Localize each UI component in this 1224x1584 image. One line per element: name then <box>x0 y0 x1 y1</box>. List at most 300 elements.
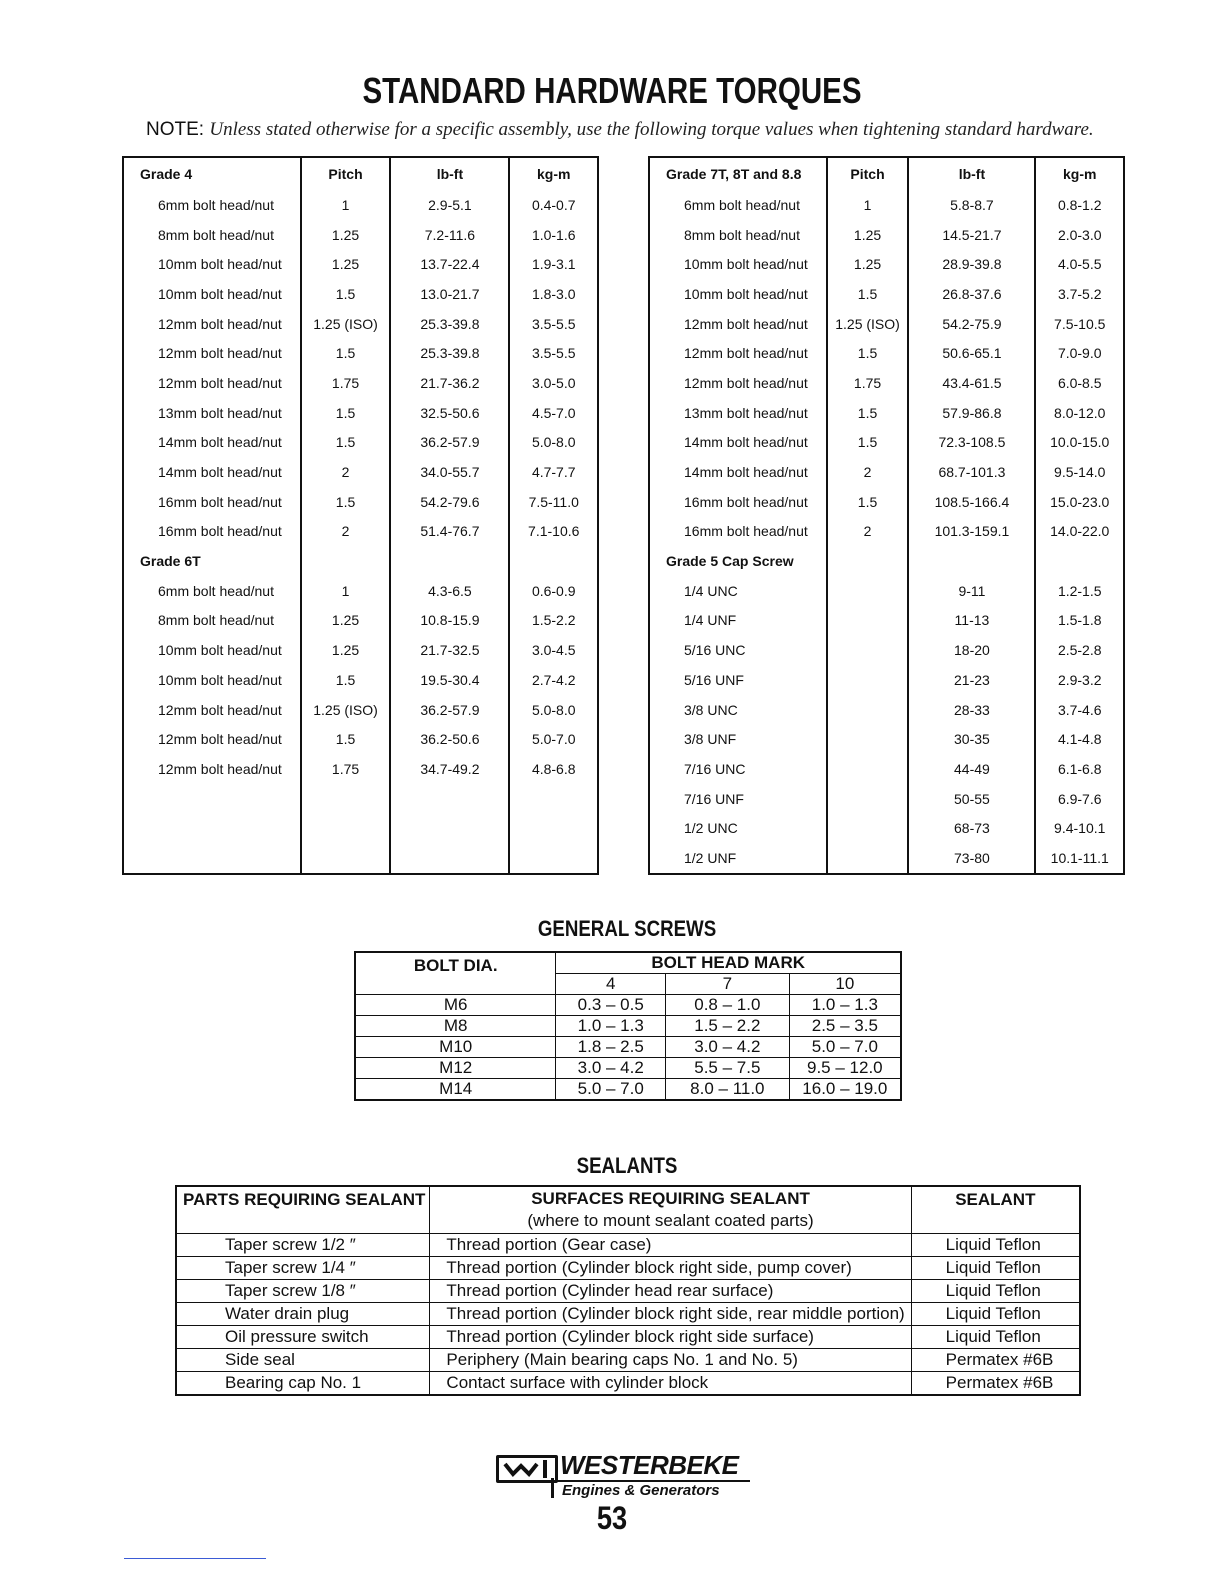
right-pitch-header: Pitch <box>827 157 909 190</box>
gs-cell-dia: M14 <box>355 1079 556 1101</box>
left-empty-cell <box>123 843 301 874</box>
left-cell-lbft: 34.0-55.7 <box>390 457 509 487</box>
logo-tagline: Engines & Generators <box>562 1482 720 1499</box>
left-cell-desc: 12mm bolt head/nut <box>123 309 301 339</box>
right-row <box>649 309 1124 339</box>
right-row <box>649 279 1124 309</box>
sealant-row <box>176 1303 1080 1326</box>
left-empty-cell <box>390 546 509 576</box>
left-cell-kgm: 4.7-7.7 <box>509 457 598 487</box>
left-lbft-header: lb-ft <box>390 157 509 190</box>
right-cell-lbft: 28.9-39.8 <box>908 249 1035 279</box>
left-cell-desc: 14mm bolt head/nut <box>123 457 301 487</box>
left-cell-pitch: 1.5 <box>301 487 391 517</box>
right-cell-pitch <box>827 754 909 784</box>
right-cell-pitch <box>827 606 909 636</box>
left-cell-desc: 10mm bolt head/nut <box>123 665 301 695</box>
general-screws-row <box>355 1079 901 1101</box>
left-empty-cell <box>123 784 301 814</box>
right-cell-kgm: 7.0-9.0 <box>1035 338 1124 368</box>
general-screws-title: GENERAL SCREWS <box>537 916 717 941</box>
right-cell-pitch <box>827 665 909 695</box>
note <box>146 119 1146 141</box>
gs-cell-v4: 5.0 – 7.0 <box>556 1079 666 1101</box>
right-cell-kgm: 4.1-4.8 <box>1035 724 1124 754</box>
left-row <box>123 576 598 606</box>
right-cell-pitch: 1.5 <box>827 428 909 458</box>
left-row <box>123 190 598 220</box>
left-cell-lbft: 36.2-57.9 <box>390 695 509 725</box>
right-cell-lbft: 5.8-8.7 <box>908 190 1035 220</box>
right-row <box>649 813 1124 843</box>
logo-w-mark <box>496 1455 558 1483</box>
left-cell-desc: 16mm bolt head/nut <box>123 517 301 547</box>
right-cell-pitch <box>827 813 909 843</box>
right-cell-lbft: 72.3-108.5 <box>908 428 1035 458</box>
right-cell-pitch <box>827 635 909 665</box>
right-row <box>649 784 1124 814</box>
left-cell-pitch: 2 <box>301 517 391 547</box>
right-cell-kgm: 0.8-1.2 <box>1035 190 1124 220</box>
left-cell-pitch: 1.5 <box>301 338 391 368</box>
left-empty-row <box>123 784 598 814</box>
left-cell-kgm: 3.5-5.5 <box>509 338 598 368</box>
gs-cell-v10: 1.0 – 1.3 <box>789 995 901 1016</box>
right-row <box>649 843 1124 874</box>
right-cell-kgm: 14.0-22.0 <box>1035 517 1124 547</box>
general-screws-row <box>355 1016 901 1037</box>
gs-cell-dia: M8 <box>355 1016 556 1037</box>
left-row <box>123 428 598 458</box>
left-cell-lbft: 4.3-6.5 <box>390 576 509 606</box>
left-cell-pitch: 1.25 <box>301 220 391 250</box>
right-cell-lbft: 50.6-65.1 <box>908 338 1035 368</box>
right-empty-cell <box>827 546 909 576</box>
right-row <box>649 368 1124 398</box>
right-cell-kgm: 1.2-1.5 <box>1035 576 1124 606</box>
right-cell-lbft: 68.7-101.3 <box>908 457 1035 487</box>
left-cell-desc: 6mm bolt head/nut <box>123 576 301 606</box>
gs-cell-v7: 8.0 – 11.0 <box>666 1079 790 1101</box>
sealant-row <box>176 1349 1080 1372</box>
right-cell-lbft: 28-33 <box>908 695 1035 725</box>
right-cell-kgm: 2.5-2.8 <box>1035 635 1124 665</box>
right-cell-kgm: 15.0-23.0 <box>1035 487 1124 517</box>
right-header-row <box>649 157 1124 190</box>
footer-line <box>124 1558 266 1559</box>
left-empty-row <box>123 843 598 874</box>
right-cell-desc: 1/4 UNF <box>649 606 827 636</box>
right-grade2-label: Grade 5 Cap Screw <box>649 546 827 576</box>
right-cell-pitch: 2 <box>827 457 909 487</box>
right-cell-kgm: 8.0-12.0 <box>1035 398 1124 428</box>
left-cell-lbft: 2.9-5.1 <box>390 190 509 220</box>
general-screws-table <box>354 951 902 1101</box>
gs-cell-dia: M6 <box>355 995 556 1016</box>
left-cell-lbft: 21.7-32.5 <box>390 635 509 665</box>
left-row <box>123 635 598 665</box>
right-cell-desc: 7/16 UNF <box>649 784 827 814</box>
right-cell-kgm: 4.0-5.5 <box>1035 249 1124 279</box>
left-cell-desc: 16mm bolt head/nut <box>123 487 301 517</box>
right-cell-desc: 16mm bolt head/nut <box>649 487 827 517</box>
gs-cell-v7: 0.8 – 1.0 <box>666 995 790 1016</box>
right-cell-lbft: 54.2-75.9 <box>908 309 1035 339</box>
left-pitch-header: Pitch <box>301 157 391 190</box>
right-row <box>649 249 1124 279</box>
right-cell-lbft: 21-23 <box>908 665 1035 695</box>
right-row <box>649 398 1124 428</box>
right-cell-kgm: 9.5-14.0 <box>1035 457 1124 487</box>
gs-cell-v4: 1.0 – 1.3 <box>556 1016 666 1037</box>
left-cell-pitch: 1 <box>301 190 391 220</box>
gs-cell-v7: 5.5 – 7.5 <box>666 1058 790 1079</box>
left-empty-cell <box>301 546 391 576</box>
left-cell-kgm: 1.8-3.0 <box>509 279 598 309</box>
left-cell-lbft: 54.2-79.6 <box>390 487 509 517</box>
left-cell-pitch: 2 <box>301 457 391 487</box>
right-cell-kgm: 10.1-11.1 <box>1035 843 1124 874</box>
left-cell-kgm: 5.0-8.0 <box>509 695 598 725</box>
right-cell-desc: 1/2 UNC <box>649 813 827 843</box>
page-title: STANDARD HARDWARE TORQUES <box>362 70 862 111</box>
left-cell-lbft: 7.2-11.6 <box>390 220 509 250</box>
right-cell-lbft: 73-80 <box>908 843 1035 874</box>
left-cell-desc: 8mm bolt head/nut <box>123 606 301 636</box>
right-lbft-header: lb-ft <box>908 157 1035 190</box>
left-row <box>123 487 598 517</box>
seal-cell-part: Oil pressure switch <box>176 1326 430 1349</box>
gs-cell-v7: 1.5 – 2.2 <box>666 1016 790 1037</box>
right-kgm-header: kg-m <box>1035 157 1124 190</box>
left-cell-kgm: 7.5-11.0 <box>509 487 598 517</box>
right-cell-kgm: 3.7-5.2 <box>1035 279 1124 309</box>
left-cell-pitch: 1.75 <box>301 368 391 398</box>
right-cell-lbft: 43.4-61.5 <box>908 368 1035 398</box>
left-empty-cell <box>390 784 509 814</box>
right-cell-kgm: 6.0-8.5 <box>1035 368 1124 398</box>
right-row <box>649 635 1124 665</box>
right-cell-desc: 10mm bolt head/nut <box>649 279 827 309</box>
left-empty-cell <box>509 843 598 874</box>
left-cell-kgm: 5.0-7.0 <box>509 724 598 754</box>
right-row <box>649 220 1124 250</box>
sealant-row <box>176 1280 1080 1303</box>
right-row <box>649 517 1124 547</box>
right-cell-kgm: 2.9-3.2 <box>1035 665 1124 695</box>
logo-bar <box>551 1478 554 1498</box>
note-text: Unless stated otherwise for a specific assembly, use the following torque values when tightening standard hardware. <box>209 119 1094 140</box>
surfaces-header-title: SURFACES REQUIRING SEALANT <box>531 1189 810 1208</box>
right-cell-pitch: 1.25 <box>827 220 909 250</box>
left-kgm-header: kg-m <box>509 157 598 190</box>
seal-cell-surface: Thread portion (Cylinder block right side, pump cover) <box>430 1257 911 1280</box>
right-cell-pitch: 1.5 <box>827 487 909 517</box>
sealant-row <box>176 1257 1080 1280</box>
right-cell-lbft: 26.8-37.6 <box>908 279 1035 309</box>
right-cell-lbft: 18-20 <box>908 635 1035 665</box>
left-grade2-label: Grade 6T <box>123 546 301 576</box>
bolt-dia-header: BOLT DIA. <box>355 952 556 995</box>
left-cell-pitch: 1 <box>301 576 391 606</box>
right-empty-cell <box>908 546 1035 576</box>
right-cell-kgm: 9.4-10.1 <box>1035 813 1124 843</box>
seal-cell-sealant: Permatex #6B <box>911 1372 1080 1396</box>
gs-cell-v4: 3.0 – 4.2 <box>556 1058 666 1079</box>
surfaces-header-sub: (where to mount sealant coated parts) <box>527 1211 814 1230</box>
left-empty-cell <box>301 813 391 843</box>
right-grade-row <box>649 546 1124 576</box>
left-empty-cell <box>301 843 391 874</box>
left-row <box>123 338 598 368</box>
left-cell-lbft: 36.2-50.6 <box>390 724 509 754</box>
left-cell-lbft: 51.4-76.7 <box>390 517 509 547</box>
gs-cell-v10: 5.0 – 7.0 <box>789 1037 901 1058</box>
right-cell-desc: 13mm bolt head/nut <box>649 398 827 428</box>
right-cell-pitch <box>827 724 909 754</box>
gs-cell-v4: 1.8 – 2.5 <box>556 1037 666 1058</box>
left-row <box>123 220 598 250</box>
mark-10: 10 <box>789 974 901 995</box>
right-cell-lbft: 108.5-166.4 <box>908 487 1035 517</box>
left-cell-pitch: 1.5 <box>301 428 391 458</box>
right-cell-lbft: 68-73 <box>908 813 1035 843</box>
left-cell-pitch: 1.5 <box>301 279 391 309</box>
seal-cell-part: Water drain plug <box>176 1303 430 1326</box>
left-cell-desc: 10mm bolt head/nut <box>123 279 301 309</box>
left-row <box>123 457 598 487</box>
seal-cell-part: Taper screw 1/8 ″ <box>176 1280 430 1303</box>
gs-cell-v7: 3.0 – 4.2 <box>666 1037 790 1058</box>
mark-4: 4 <box>556 974 666 995</box>
sealant-row <box>176 1372 1080 1396</box>
right-cell-pitch: 1.25 <box>827 249 909 279</box>
seal-cell-sealant: Liquid Teflon <box>911 1280 1080 1303</box>
left-row <box>123 754 598 784</box>
right-cell-desc: 5/16 UNC <box>649 635 827 665</box>
left-cell-lbft: 25.3-39.8 <box>390 338 509 368</box>
right-cell-desc: 3/8 UNF <box>649 724 827 754</box>
left-empty-cell <box>509 546 598 576</box>
left-empty-cell <box>390 843 509 874</box>
left-row <box>123 398 598 428</box>
seal-cell-part: Taper screw 1/4 ″ <box>176 1257 430 1280</box>
parts-header: PARTS REQUIRING SEALANT <box>176 1186 430 1234</box>
right-row <box>649 724 1124 754</box>
right-row <box>649 428 1124 458</box>
right-row <box>649 665 1124 695</box>
left-empty-cell <box>123 813 301 843</box>
sealants-table <box>175 1185 1081 1396</box>
left-empty-cell <box>509 813 598 843</box>
left-empty-row <box>123 813 598 843</box>
left-header-row <box>123 157 598 190</box>
right-cell-desc: 12mm bolt head/nut <box>649 309 827 339</box>
right-row <box>649 487 1124 517</box>
right-cell-pitch: 1.5 <box>827 279 909 309</box>
left-cell-desc: 12mm bolt head/nut <box>123 754 301 784</box>
right-cell-pitch <box>827 576 909 606</box>
right-cell-lbft: 9-11 <box>908 576 1035 606</box>
sealants-title: SEALANTS <box>576 1153 678 1178</box>
gs-cell-dia: M12 <box>355 1058 556 1079</box>
left-cell-desc: 10mm bolt head/nut <box>123 249 301 279</box>
westerbeke-logo <box>496 1450 756 1502</box>
left-cell-kgm: 1.5-2.2 <box>509 606 598 636</box>
left-cell-desc: 8mm bolt head/nut <box>123 220 301 250</box>
right-cell-kgm: 10.0-15.0 <box>1035 428 1124 458</box>
gs-cell-v4: 0.3 – 0.5 <box>556 995 666 1016</box>
right-row <box>649 457 1124 487</box>
right-cell-pitch: 2 <box>827 517 909 547</box>
seal-cell-surface: Thread portion (Cylinder block right side surface) <box>430 1326 911 1349</box>
left-cell-kgm: 3.0-5.0 <box>509 368 598 398</box>
left-cell-kgm: 3.0-4.5 <box>509 635 598 665</box>
left-row <box>123 249 598 279</box>
right-cell-lbft: 11-13 <box>908 606 1035 636</box>
left-cell-desc: 10mm bolt head/nut <box>123 635 301 665</box>
gs-cell-v10: 2.5 – 3.5 <box>789 1016 901 1037</box>
left-cell-kgm: 1.0-1.6 <box>509 220 598 250</box>
left-cell-pitch: 1.5 <box>301 398 391 428</box>
right-cell-lbft: 57.9-86.8 <box>908 398 1035 428</box>
left-row <box>123 279 598 309</box>
right-cell-lbft: 50-55 <box>908 784 1035 814</box>
seal-cell-sealant: Liquid Teflon <box>911 1257 1080 1280</box>
seal-cell-part: Side seal <box>176 1349 430 1372</box>
seal-cell-surface: Thread portion (Gear case) <box>430 1234 911 1257</box>
right-cell-desc: 6mm bolt head/nut <box>649 190 827 220</box>
right-cell-desc: 12mm bolt head/nut <box>649 368 827 398</box>
left-cell-kgm: 0.6-0.9 <box>509 576 598 606</box>
right-cell-pitch: 1.5 <box>827 338 909 368</box>
right-row <box>649 190 1124 220</box>
left-cell-kgm: 0.4-0.7 <box>509 190 598 220</box>
left-cell-desc: 12mm bolt head/nut <box>123 695 301 725</box>
page-number: 53 <box>596 1500 628 1536</box>
left-cell-pitch: 1.25 <box>301 249 391 279</box>
left-cell-kgm: 3.5-5.5 <box>509 309 598 339</box>
left-cell-desc: 13mm bolt head/nut <box>123 398 301 428</box>
right-cell-pitch <box>827 784 909 814</box>
left-cell-pitch: 1.25 (ISO) <box>301 309 391 339</box>
torque-table-left <box>122 156 599 875</box>
left-cell-desc: 14mm bolt head/nut <box>123 428 301 458</box>
left-empty-cell <box>509 784 598 814</box>
gs-cell-v10: 9.5 – 12.0 <box>789 1058 901 1079</box>
general-screws-row <box>355 1058 901 1079</box>
left-row <box>123 517 598 547</box>
right-cell-lbft: 44-49 <box>908 754 1035 784</box>
seal-cell-sealant: Liquid Teflon <box>911 1234 1080 1257</box>
seal-cell-part: Taper screw 1/2 ″ <box>176 1234 430 1257</box>
seal-cell-surface: Thread portion (Cylinder head rear surface) <box>430 1280 911 1303</box>
right-cell-kgm: 2.0-3.0 <box>1035 220 1124 250</box>
right-cell-desc: 1/2 UNF <box>649 843 827 874</box>
left-cell-pitch: 1.25 (ISO) <box>301 695 391 725</box>
general-screws-row <box>355 995 901 1016</box>
left-cell-lbft: 32.5-50.6 <box>390 398 509 428</box>
right-cell-lbft: 30-35 <box>908 724 1035 754</box>
right-cell-kgm: 7.5-10.5 <box>1035 309 1124 339</box>
left-cell-kgm: 1.9-3.1 <box>509 249 598 279</box>
right-cell-desc: 7/16 UNC <box>649 754 827 784</box>
right-row <box>649 695 1124 725</box>
surfaces-header <box>430 1186 911 1234</box>
left-cell-desc: 12mm bolt head/nut <box>123 368 301 398</box>
right-cell-kgm: 6.1-6.8 <box>1035 754 1124 784</box>
left-cell-lbft: 36.2-57.9 <box>390 428 509 458</box>
left-row <box>123 665 598 695</box>
right-cell-desc: 12mm bolt head/nut <box>649 338 827 368</box>
sealant-row <box>176 1234 1080 1257</box>
right-cell-desc: 5/16 UNF <box>649 665 827 695</box>
sealant-header: SEALANT <box>911 1186 1080 1234</box>
right-cell-desc: 8mm bolt head/nut <box>649 220 827 250</box>
right-cell-pitch: 1.5 <box>827 398 909 428</box>
right-cell-lbft: 101.3-159.1 <box>908 517 1035 547</box>
left-cell-lbft: 34.7-49.2 <box>390 754 509 784</box>
seal-cell-sealant: Liquid Teflon <box>911 1303 1080 1326</box>
left-cell-desc: 12mm bolt head/nut <box>123 724 301 754</box>
right-cell-desc: 1/4 UNC <box>649 576 827 606</box>
right-row <box>649 754 1124 784</box>
right-row <box>649 606 1124 636</box>
left-cell-pitch: 1.5 <box>301 724 391 754</box>
right-cell-desc: 3/8 UNC <box>649 695 827 725</box>
right-cell-lbft: 14.5-21.7 <box>908 220 1035 250</box>
left-cell-kgm: 4.5-7.0 <box>509 398 598 428</box>
left-empty-cell <box>301 784 391 814</box>
left-empty-cell <box>390 813 509 843</box>
left-cell-pitch: 1.5 <box>301 665 391 695</box>
general-screws-row <box>355 1037 901 1058</box>
right-cell-pitch: 1.75 <box>827 368 909 398</box>
left-cell-kgm: 4.8-6.8 <box>509 754 598 784</box>
left-row <box>123 724 598 754</box>
right-cell-pitch: 1 <box>827 190 909 220</box>
left-cell-kgm: 2.7-4.2 <box>509 665 598 695</box>
seal-cell-part: Bearing cap No. 1 <box>176 1372 430 1396</box>
right-cell-pitch <box>827 695 909 725</box>
right-row <box>649 576 1124 606</box>
right-cell-desc: 10mm bolt head/nut <box>649 249 827 279</box>
seal-cell-sealant: Liquid Teflon <box>911 1326 1080 1349</box>
seal-cell-surface: Contact surface with cylinder block <box>430 1372 911 1396</box>
left-row <box>123 309 598 339</box>
sealant-row <box>176 1326 1080 1349</box>
note-label: NOTE: <box>146 119 205 140</box>
right-empty-cell <box>1035 546 1124 576</box>
torque-table-right <box>648 156 1125 875</box>
left-cell-lbft: 19.5-30.4 <box>390 665 509 695</box>
left-cell-pitch: 1.75 <box>301 754 391 784</box>
left-cell-lbft: 13.0-21.7 <box>390 279 509 309</box>
left-cell-pitch: 1.25 <box>301 635 391 665</box>
right-cell-kgm: 1.5-1.8 <box>1035 606 1124 636</box>
left-cell-desc: 6mm bolt head/nut <box>123 190 301 220</box>
left-grade-header: Grade 4 <box>123 157 301 190</box>
left-cell-lbft: 25.3-39.8 <box>390 309 509 339</box>
right-cell-pitch <box>827 843 909 874</box>
right-cell-pitch: 1.25 (ISO) <box>827 309 909 339</box>
left-cell-lbft: 21.7-36.2 <box>390 368 509 398</box>
right-cell-kgm: 3.7-4.6 <box>1035 695 1124 725</box>
left-cell-lbft: 13.7-22.4 <box>390 249 509 279</box>
left-row <box>123 695 598 725</box>
seal-cell-surface: Thread portion (Cylinder block right side, rear middle portion) <box>430 1303 911 1326</box>
left-row <box>123 606 598 636</box>
